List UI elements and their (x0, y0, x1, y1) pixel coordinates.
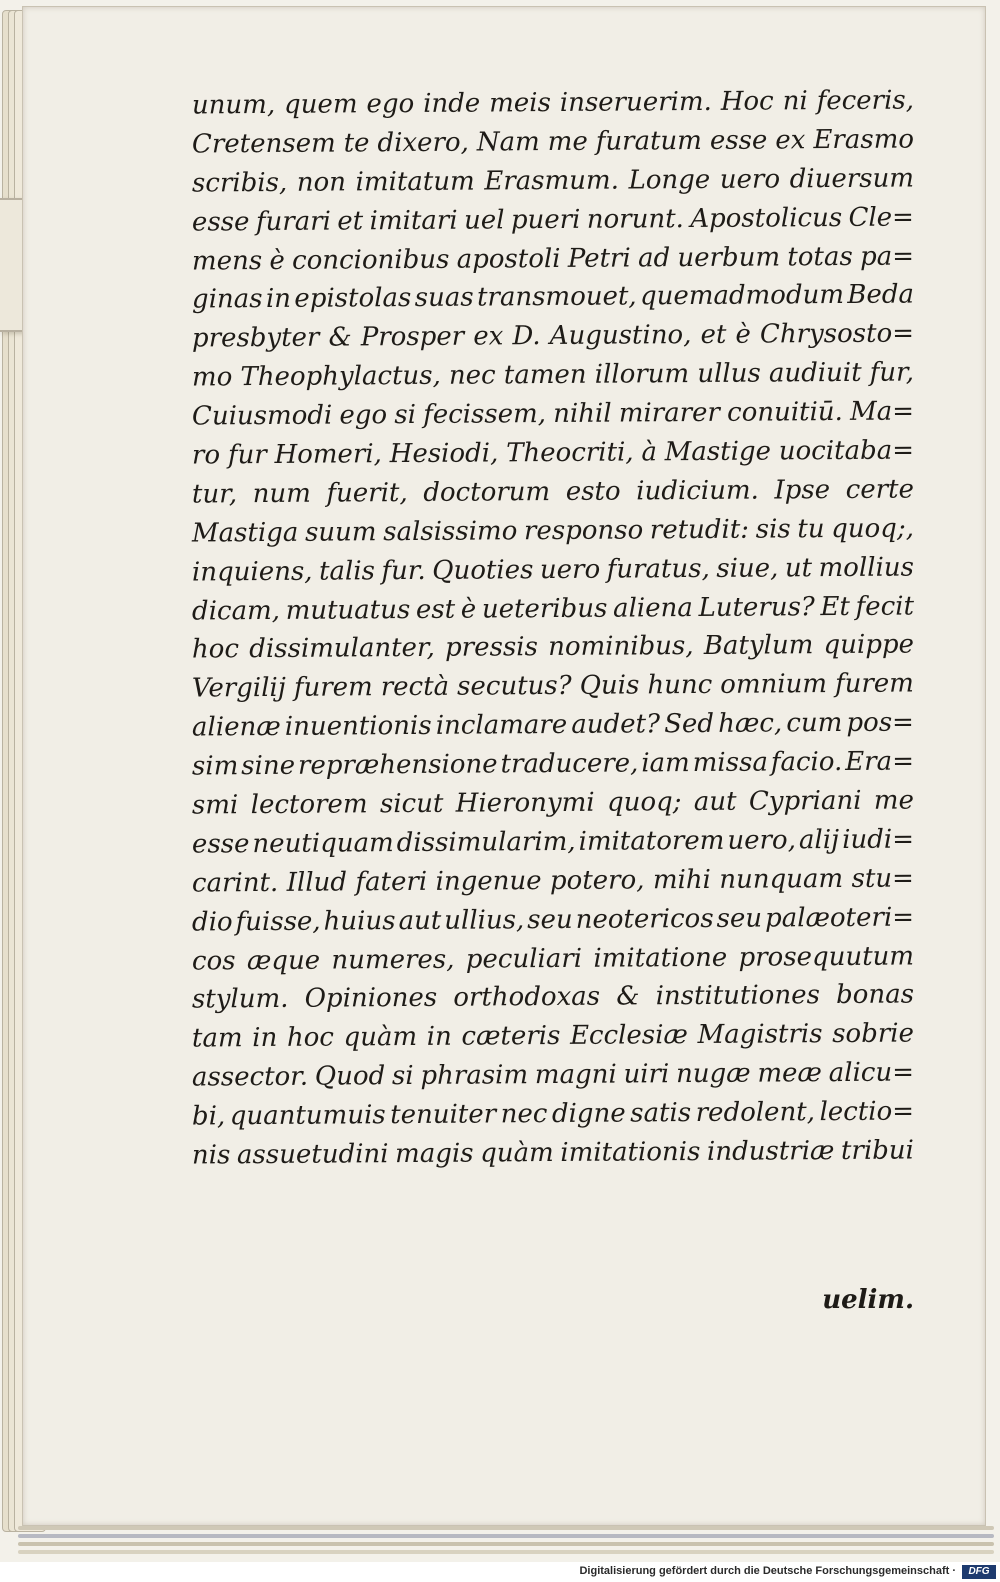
text-line (192, 898, 914, 942)
text-word: concionibus (291, 244, 450, 276)
text-word: ro (191, 440, 221, 471)
text-word: audet? (571, 709, 661, 741)
text-line (192, 1132, 914, 1176)
text-word: si (391, 1061, 414, 1092)
text-word: tribui (840, 1135, 915, 1167)
text-line (192, 198, 914, 242)
text-word: Illud (286, 867, 348, 898)
text-word: prosequutum (738, 941, 915, 973)
text-line (192, 120, 914, 164)
text-word: digne (551, 1098, 626, 1130)
text-word: num (252, 478, 311, 510)
text-word: mens (191, 245, 263, 277)
text-word: Theophylactus, (240, 361, 441, 393)
text-word: nunquam (719, 863, 844, 895)
text-word: Homeri, (274, 439, 383, 470)
text-word: totas (787, 241, 853, 272)
text-word: satis (630, 1098, 692, 1129)
text-word: in (426, 1022, 452, 1053)
text-word: conuitiū. (726, 397, 843, 428)
text-word: redolent, (695, 1097, 816, 1129)
text-line (192, 1054, 914, 1098)
text-word: esse (191, 829, 250, 860)
text-word: phrasim (420, 1060, 529, 1092)
text-word: tu (797, 513, 825, 545)
text-word: furatum (595, 125, 703, 157)
text-word: nec (448, 360, 496, 391)
text-word: iudicium. (636, 475, 759, 507)
text-word: fecissem, (423, 399, 547, 431)
text-word: Apostolicus (690, 202, 843, 234)
text-word: Ecclesiæ (569, 1020, 689, 1052)
text-word: industriæ (706, 1136, 835, 1167)
dfg-logo: DFG (962, 1565, 996, 1579)
text-word: illorum (594, 359, 690, 390)
text-line (192, 470, 914, 514)
text-word: quemadmodum (639, 280, 845, 312)
text-word: mollius (818, 552, 915, 583)
text-word: mutuatus (285, 594, 411, 626)
text-word: furatus, (606, 553, 710, 585)
text-word: tamen (503, 360, 587, 391)
text-line (192, 431, 914, 475)
text-word: quoq;, (831, 513, 915, 544)
text-word: quoq; (606, 787, 682, 818)
text-word: Quis (579, 670, 640, 702)
text-word: meæ (757, 1058, 823, 1089)
text-word: Luterus? (698, 591, 815, 623)
text-word: seu (527, 904, 573, 935)
text-word: assuetudini (236, 1139, 389, 1171)
text-word: et (337, 205, 364, 237)
text-line (192, 782, 914, 826)
text-word: dissimulanter, (249, 633, 435, 665)
text-line (192, 393, 914, 437)
text-word: fur, (869, 357, 915, 389)
text-word: alicu= (828, 1057, 915, 1089)
text-word: ex (775, 125, 806, 156)
text-word: nominibus, (548, 631, 694, 663)
text-word: diuersum (789, 163, 915, 195)
text-word: smi (191, 790, 239, 821)
text-word: imitari (369, 205, 458, 236)
text-word: fur. (381, 555, 426, 586)
text-word: Erasmo (813, 124, 915, 156)
text-word: huius (323, 905, 396, 937)
text-word: numeres, (331, 944, 455, 976)
text-word: imitatione (593, 942, 728, 974)
text-word: furem (293, 672, 373, 704)
text-word: alij (798, 824, 840, 856)
text-word: esse (191, 206, 250, 238)
text-word: ullus (697, 358, 761, 390)
text-word: aliena (612, 592, 693, 624)
text-word: Beda (847, 279, 915, 311)
text-word: Cypriani (748, 785, 862, 817)
text-word: Augustino, (549, 320, 692, 352)
text-word: è (460, 594, 477, 625)
text-word: ni (782, 86, 808, 117)
text-word: mihi (652, 864, 712, 896)
text-word: Prosper (360, 321, 465, 353)
text-word: æque (246, 945, 321, 976)
text-word: Hoc (720, 86, 774, 117)
text-word: Nam (476, 126, 540, 158)
text-word: epistolas (294, 283, 412, 315)
text-line (192, 1093, 914, 1137)
text-line (192, 665, 914, 709)
text-word: inseruerim. (559, 86, 712, 118)
text-word: lectio= (819, 1096, 915, 1128)
text-word: ueteribus (481, 593, 608, 625)
text-word: & (328, 322, 352, 353)
text-word: è (269, 245, 285, 276)
text-line (192, 743, 914, 787)
text-word: ingenue (435, 865, 542, 897)
text-word: traducere, (500, 748, 639, 780)
text-word: neutiquam (252, 828, 394, 860)
text-word: facio. (770, 747, 843, 778)
text-word: retudit: (649, 514, 750, 546)
text-word: uero, (727, 825, 797, 856)
text-word: mirarer (618, 397, 721, 429)
text-word: Et (820, 591, 851, 622)
footer-bar (0, 1562, 1000, 1582)
text-word: fur (227, 440, 267, 471)
text-word: Vergilij (191, 673, 286, 704)
text-word: esto (565, 476, 621, 507)
text-word: responso (523, 515, 644, 546)
text-word: Sed (664, 709, 715, 740)
text-word: Batylum (703, 630, 814, 662)
text-word: dicam, (191, 595, 281, 627)
text-word: transmouet, (476, 281, 637, 313)
text-word: pos= (846, 707, 915, 739)
text-line (192, 81, 914, 125)
text-word: talis (318, 555, 376, 587)
text-word: imitationis (560, 1137, 701, 1168)
text-line (192, 820, 914, 864)
text-word: missa (692, 747, 768, 779)
text-word: Hieronymi (455, 787, 595, 819)
text-word: dissimularim, (396, 826, 576, 859)
text-word: me (873, 785, 915, 816)
text-word: secutus? (457, 671, 572, 703)
text-word: suas (414, 283, 474, 314)
text-word: iudi= (842, 824, 915, 855)
text-word: Chrysosto= (759, 318, 915, 350)
text-word: repræhensione (297, 749, 498, 781)
text-word: nec (500, 1099, 548, 1130)
text-word: fuisse, (235, 906, 321, 937)
text-word: quippe (823, 629, 915, 661)
text-line (192, 587, 914, 631)
text-word: potero, (549, 865, 645, 896)
text-word: et (700, 320, 727, 351)
text-word: in (265, 284, 292, 315)
text-word: in (252, 1023, 278, 1054)
text-line (192, 509, 914, 553)
text-word: apostoli (456, 243, 561, 275)
text-word: doctorum (423, 476, 551, 508)
text-word: Cle= (848, 202, 915, 233)
text-line (192, 937, 914, 981)
text-word: orthodoxas (453, 982, 601, 1014)
text-word: dio (191, 906, 233, 938)
text-word: sine (241, 750, 296, 782)
text-word: ego (339, 400, 388, 431)
text-word: aut (693, 786, 737, 818)
footer-credit: Digitalisierung gefördert durch die Deutsche Forschungsgemeinschaft · (579, 1565, 956, 1577)
catchword: uelim. (822, 1285, 914, 1315)
bottom-page-edge (18, 1542, 994, 1546)
text-word: sim (191, 751, 239, 782)
text-word: magis (395, 1138, 474, 1170)
text-word: dixero, (377, 127, 469, 159)
text-word: Cuiusmodi (191, 400, 333, 432)
text-word: furari (255, 206, 332, 237)
text-word: pa= (859, 241, 915, 272)
text-word: ego (366, 88, 415, 120)
text-word: Erasmum. (484, 165, 620, 197)
text-word: institutiones (655, 980, 821, 1012)
text-word: inquiens, (191, 556, 313, 588)
text-word: uiri (623, 1059, 670, 1090)
text-word: ullius, (444, 904, 525, 936)
text-word: palæoteri= (764, 902, 915, 934)
text-word: siue, (716, 553, 779, 584)
text-word: imitatum (355, 166, 475, 198)
text-word: omnium (720, 669, 828, 701)
text-word: est (415, 594, 456, 625)
text-line (192, 704, 914, 748)
text-word: aut (398, 905, 442, 936)
text-line (192, 859, 914, 903)
text-word: Mastige (664, 436, 772, 468)
text-word: bonas (835, 979, 915, 1011)
text-word: hunc (647, 670, 713, 701)
text-word: hoc (286, 1022, 335, 1054)
text-word: cos (191, 945, 236, 977)
text-word: cæteris (461, 1021, 561, 1053)
text-word: alienæ (191, 712, 281, 743)
text-word: bi, (191, 1101, 226, 1132)
text-line (192, 976, 914, 1020)
text-word: Ma= (849, 396, 915, 428)
body-text (192, 84, 914, 1173)
text-word: assector. (191, 1061, 309, 1093)
text-word: suum (304, 517, 377, 548)
text-word: nihil (553, 398, 612, 430)
text-word: Magistris (697, 1019, 823, 1051)
text-word: quàm (480, 1138, 554, 1169)
text-word: sis (755, 514, 791, 545)
text-word: certe (845, 474, 915, 505)
text-word: Quod (314, 1061, 386, 1092)
text-word: Quoties (432, 554, 534, 586)
text-word: inde (423, 88, 481, 119)
text-word: hæc, (718, 708, 783, 740)
text-word: me (547, 126, 588, 157)
text-line (192, 626, 914, 670)
text-word: presbyter (191, 322, 320, 354)
text-word: Era= (845, 746, 915, 778)
text-word: ut (784, 552, 813, 584)
text-word: furem (834, 668, 914, 700)
text-word: stu= (851, 863, 915, 894)
text-word: fecit (855, 591, 915, 622)
bottom-page-edge (18, 1526, 994, 1530)
text-line (192, 237, 914, 281)
text-word: uero (539, 554, 601, 585)
text-word: si (394, 400, 417, 431)
text-line (192, 354, 914, 398)
text-line (192, 159, 914, 203)
text-word: Ipse (774, 474, 831, 506)
text-word: peculiari (465, 943, 583, 975)
text-word: seu (716, 903, 763, 934)
text-word: te (343, 128, 370, 159)
text-word: tur, (191, 479, 238, 510)
text-word: cum (786, 708, 843, 739)
text-word: feceris, (816, 85, 915, 117)
text-word: norunt. (586, 203, 684, 235)
text-word: quem (284, 89, 358, 120)
text-word: fateri (355, 866, 428, 898)
text-word: stylum. (191, 984, 289, 1016)
text-word: pueri (510, 204, 581, 235)
text-word: Mastiga (191, 517, 299, 549)
text-word: pressis (444, 632, 539, 664)
text-word: imitatorem (578, 825, 725, 857)
text-word: carint. (191, 867, 279, 899)
text-word: scribis, (191, 167, 288, 199)
text-word: hoc (191, 634, 240, 665)
text-word: esse (709, 125, 768, 156)
text-word: Theocriti, (506, 437, 634, 469)
text-word: rectà (380, 672, 450, 703)
text-word: uerbum (677, 241, 781, 273)
text-word: unum, (191, 89, 276, 121)
text-line (192, 1015, 914, 1059)
text-word: & (616, 981, 640, 1013)
text-word: inuentionis (284, 711, 432, 743)
text-word: uocitaba= (778, 435, 915, 467)
text-word: magni (534, 1059, 617, 1091)
text-word: ginas (191, 284, 263, 315)
text-word: nugæ (675, 1058, 751, 1090)
text-word: salsissimo (383, 516, 518, 547)
text-word: audiuit (768, 358, 862, 389)
text-word: Opiniones (304, 983, 438, 1015)
text-line (192, 276, 914, 320)
text-word: à (641, 437, 658, 468)
text-word: fuerit, (326, 477, 408, 509)
text-word: uero (719, 164, 781, 195)
text-word: inclamare (435, 710, 568, 742)
text-word: meis (489, 88, 551, 119)
text-word: iam (641, 748, 690, 779)
text-word: quantumuis (229, 1100, 386, 1132)
text-word: Hesiodi, (389, 438, 499, 470)
bottom-page-edge (18, 1550, 994, 1554)
text-word: neotericos (575, 903, 714, 935)
text-word: mo (191, 362, 233, 393)
text-word: Petri (567, 243, 631, 274)
text-word: sicut (379, 788, 444, 820)
text-word: Longe (628, 164, 711, 196)
text-word: nis (191, 1140, 231, 1171)
text-word: sobrie (832, 1018, 915, 1050)
text-word: Cretensem (191, 128, 336, 160)
text-word: tam (191, 1023, 243, 1054)
bottom-page-edge (18, 1534, 994, 1538)
text-line (192, 548, 914, 592)
text-line (192, 315, 914, 359)
text-word: uel (463, 205, 505, 236)
text-word: D. (512, 321, 541, 352)
text-word: tenuiter (390, 1099, 497, 1131)
text-word: quàm (343, 1022, 418, 1053)
text-word: lectorem (250, 789, 368, 821)
text-word: ex (473, 321, 504, 352)
text-word: non (296, 167, 347, 198)
text-word: è (735, 319, 751, 351)
text-word: ad (637, 242, 671, 273)
